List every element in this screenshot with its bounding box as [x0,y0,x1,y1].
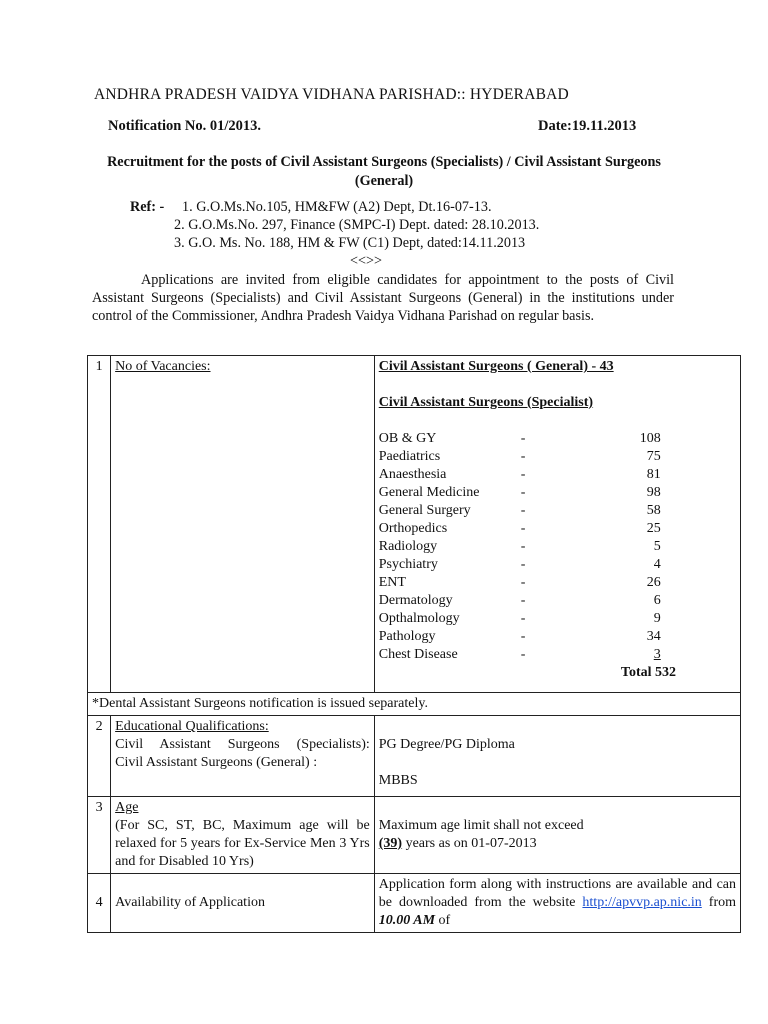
specialty-name: ENT [378,575,406,590]
specialty-row [379,484,736,502]
specialty-row [379,592,736,610]
specialty-row [379,538,736,556]
specialty-count: 9 [653,611,661,626]
specialty-name: Pathology [378,629,436,644]
row-number: 2 [88,716,111,797]
row-label [111,356,375,693]
table-row [88,874,741,933]
vacancies-cell [374,356,740,693]
row-number: 1 [88,356,111,693]
reference-item: 2. G.O.Ms.No. 297, Finance (SMPC-I) Dept. dated: 28.10.2013. [174,217,540,233]
start-time: 10.00 AM [378,913,436,928]
specialty-name: Orthopedics [378,521,448,536]
specialty-name: Radiology [378,539,438,554]
reference-label: Ref: - [130,199,165,215]
specialty-row [379,574,736,592]
of-text: of [435,913,451,928]
application-text: Application form along with instructions are available and can be downloaded from the website [378,877,736,910]
total-vacancies: Total 532 [620,665,676,680]
specialty-name: OB & GY [378,431,437,446]
specialty-dash: - [520,575,526,590]
specialty-name: General Surgery [378,503,471,518]
specialty-dash: - [520,431,526,446]
specialist-heading: Civil Assistant Surgeons (Specialist) [378,395,594,410]
specialty-name: Opthalmology [378,611,460,626]
specialty-count: 4 [653,557,661,572]
table-row [88,356,741,693]
specialty-count: 98 [646,485,661,500]
table-row [88,797,741,874]
reference-item: 3. G.O. Ms. No. 188, HM & FW (C1) Dept, dated:14.11.2013 [174,235,526,251]
specialty-dash: - [520,629,526,644]
reference-item: 1. G.O.Ms.No.105, HM&FW (A2) Dept, Dt.16-07-13. [182,199,492,215]
age-limit-date: years as on 01-07-2013 [402,836,537,851]
specialty-count: 6 [653,593,661,608]
specialty-row [379,448,736,466]
specialty-name: Anaesthesia [378,467,447,482]
specialty-dash: - [520,593,526,608]
dental-note: *Dental Assistant Surgeons notification is issued separately. [88,693,741,716]
specialty-name: General Medicine [378,485,480,500]
application-cell [374,874,740,933]
application-label: Availability of Application [111,874,375,933]
age-limit-line [379,835,736,853]
specialty-dash: - [520,557,526,572]
specialty-row [379,556,736,574]
general-label: Civil Assistant Surgeons (General) : [115,755,318,770]
table-row [88,716,741,797]
specialty-count: 25 [646,521,661,536]
specialty-row [379,646,736,664]
specialty-dash: - [520,485,526,500]
specialty-dash: - [520,467,526,482]
specialty-dash: - [520,521,526,536]
specialty-name: Chest Disease [378,647,458,662]
specialty-name: Psychiatry [378,557,438,572]
row-number: 3 [88,797,111,874]
section-separator: <<>> [350,253,383,269]
specialty-list [379,430,736,664]
details-table [87,355,741,933]
row-label [111,716,375,797]
general-qualification: MBBS [378,773,418,788]
specialty-name: Paediatrics [378,449,441,464]
specialty-row [379,466,736,484]
intro-paragraph: Applications are invited from eligible candidates for appointment to the posts of Civil Assistant Surgeons (Specialists) and Civil Assistant Surgeons (General) in the institutions under control of the Commissioner, Andhra Pradesh Vaidya Vidhana Parishad on regular basis. [92,272,674,324]
specialty-count: 108 [639,431,661,446]
specialty-dash: - [520,647,526,662]
specialty-row [379,430,736,448]
specialty-count: 58 [646,503,661,518]
specialty-row [379,628,736,646]
general-vacancies: Civil Assistant Surgeons ( General) - 43 [378,359,614,374]
specialty-dash: - [520,539,526,554]
specialty-count: 81 [646,467,661,482]
total-row [379,664,736,682]
specialty-dash: - [520,503,526,518]
specialty-row [379,520,736,538]
specialty-row [379,610,736,628]
age-limit-value: (39) [378,836,403,851]
age-relaxation: (For SC, ST, BC, Maximum age will be relaxed for 5 years for Ex-Service Men 3 Yrs and for Disabled 10 Yrs) [115,818,370,869]
row-number: 4 [88,874,111,933]
row-label [111,797,375,874]
specialty-count: 75 [646,449,661,464]
specialty-count: 26 [646,575,661,590]
vacancies-label: No of Vacancies: [115,359,211,374]
age-label: Age [115,800,139,815]
notification-date: Date:19.11.2013 [538,118,637,134]
table-row [88,693,741,716]
specialty-dash: - [520,449,526,464]
notification-subject: Recruitment for the posts of Civil Assistant Surgeons (Specialists) / Civil Assistant Surgeons (General) [107,154,661,189]
specialty-count: 34 [646,629,661,644]
from-text: from [701,895,736,910]
age-cell [374,797,740,874]
notification-number: Notification No. 01/2013. [108,118,262,134]
specialty-dash: - [520,611,526,626]
specialists-label: Civil Assistant Surgeons (Specialists): [115,737,370,752]
specialty-count: 5 [653,539,661,554]
organization-title: ANDHRA PRADESH VAIDYA VIDHANA PARISHAD:: HYDERABAD [94,86,569,103]
specialists-qualification: PG Degree/PG Diploma [378,737,515,752]
age-limit-text: Maximum age limit shall not exceed [378,818,584,833]
specialty-count: 3 [653,647,661,662]
specialty-row [379,502,736,520]
qualifications-label: Educational Qualifications: [115,719,269,734]
qualifications-cell [374,716,740,797]
specialty-name: Dermatology [378,593,453,608]
website-link[interactable]: http://apvvp.ap.nic.in [582,895,702,910]
